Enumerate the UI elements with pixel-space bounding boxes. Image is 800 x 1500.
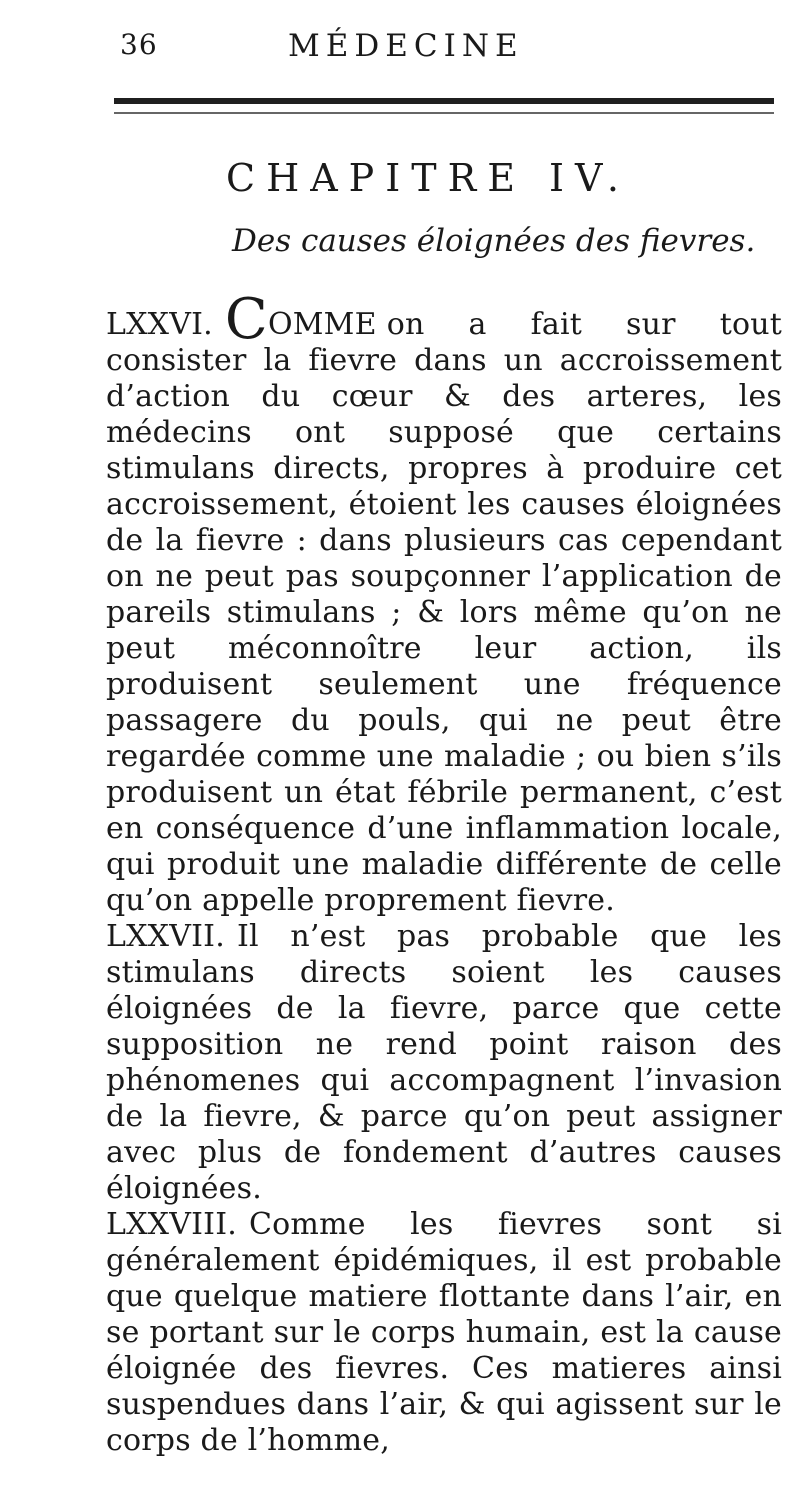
lead-word: OMME: [267, 307, 377, 342]
paragraph-lxxviii: [106, 1207, 782, 1459]
paragraph-text: on a fait sur tout consister la fievre dans un accroissement d’action du cœur & des arteres, les médecins ont supposé que certains stimulans directs, propres à produire cet accroissement, étoient les causes éloignées de la fievre : dans plusieurs cas cependant on ne peut pas soupçonner l’application de pareils stimulans ; & lors même qu’on ne peut méconnoître leur action, ils produisent seulement une fréquence passagere du pouls, qui ne peut être regardée comme une maladie ; ou bien s’ils produisent un état fébrile permanent, c’est en conséquence d’une inflammation locale, qui produit une maladie différente de celle qu’on appelle proprement fievre.: [106, 307, 782, 918]
drop-cap: C: [224, 287, 268, 352]
section-number: LXXVI.: [106, 307, 213, 342]
running-head: MÉDECINE: [288, 28, 524, 64]
paragraph-text: Comme les fievres sont si généralement épidémiques, il est probable que quelque matiere flottante dans l’air, en se portant sur le corps humain, est la cause éloignée des fievres. Ces matieres ainsi suspendues dans l’air, & qui agissent sur le corps de l’homme,: [106, 1207, 782, 1458]
paragraph-lxxvi: [106, 287, 782, 919]
ornamental-rule-thick: [114, 98, 774, 104]
body-text: [106, 287, 782, 1459]
page-number: 36: [120, 28, 158, 61]
page-header: [120, 28, 800, 72]
ornamental-rule-thin: [114, 112, 774, 114]
section-number: LXXVIII.: [106, 1207, 237, 1242]
chapter-title: CHAPITRE IV.: [226, 156, 630, 200]
paragraph-lxxvii: [106, 919, 782, 1207]
chapter-subtitle: Des causes éloignées des fievres.: [232, 223, 756, 259]
section-number: LXXVII.: [106, 919, 225, 954]
paragraph-text: Il n’est pas probable que les stimulans directs soient les causes éloignées de la fievre, parce que cette supposition ne rend point raison des phénomenes qui accompagnent l’invasion de la fievre, & parce qu’on peut assigner avec plus de fondement d’autres causes éloignées.: [106, 919, 782, 1206]
